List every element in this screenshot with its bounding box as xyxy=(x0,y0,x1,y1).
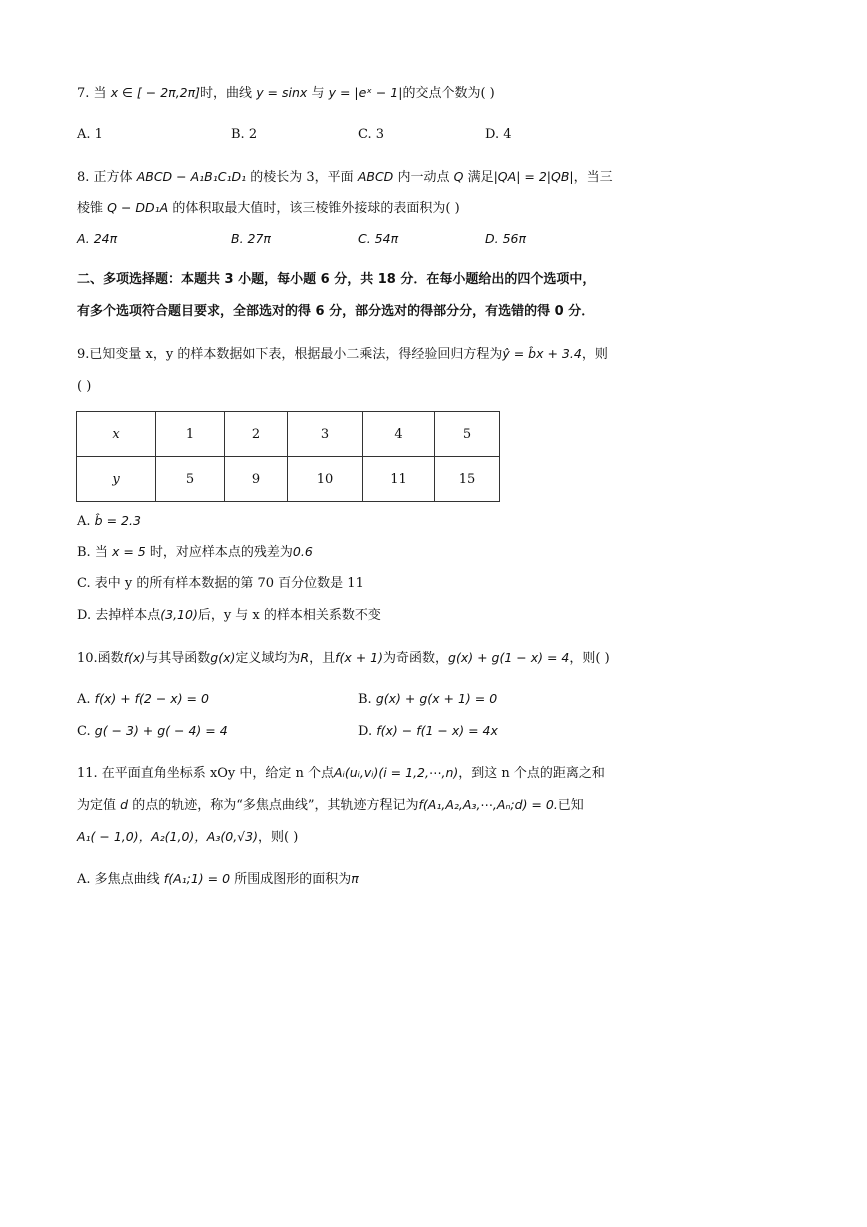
q7-domain: x ∈ [ − 2π,2π] xyxy=(110,85,201,100)
q11-math: d xyxy=(120,797,129,812)
q8-option-c: C. 54π xyxy=(358,231,399,246)
table-cell: 5 xyxy=(156,457,225,502)
q8-point: Q xyxy=(453,169,464,184)
q10-option-label: C. xyxy=(77,724,91,739)
q7-stem-text: 时，曲线 xyxy=(200,86,253,101)
q10-option-label: A. xyxy=(77,692,91,707)
q10-math: f(x) xyxy=(123,650,146,665)
q9-text: 9.已知变量 x，y 的样本数据如下表，根据最小二乘法，得经验回归方程为 xyxy=(77,347,503,362)
q8-condition: |QA| = 2|QB| xyxy=(493,169,574,184)
q11-text: 为定值 xyxy=(77,798,117,813)
q11-option-text: 所围成图形的面积为 xyxy=(234,872,352,887)
q8-text: 的体积取最大值时，该三棱锥外接球的表面积为( ) xyxy=(172,201,460,216)
q7-stem-text: 的交点个数为( ) xyxy=(402,86,495,101)
q11-text: ，则( ) xyxy=(257,830,299,845)
q10-math: g(x) + g(1 − x) = 4 xyxy=(448,650,570,665)
section2-heading-line2: 有多个选项符合题目要求，全部选对的得 6 分，部分选对的得部分分，有选错的得 0 分． xyxy=(77,304,595,319)
q8-text: 8. 正方体 xyxy=(77,170,133,185)
q8-text: ，当三 xyxy=(573,170,613,185)
table-cell: 10 xyxy=(288,457,363,502)
q9-option-text: 后，y 与 x 的样本相关系数不变 xyxy=(197,608,381,623)
q10-stem xyxy=(77,649,610,668)
q8-option-a: A. 24π xyxy=(77,231,118,246)
q9-option-math: x = 5 xyxy=(111,544,146,559)
q7-option-d: D. 4 xyxy=(485,127,512,142)
q9-option-label: A. xyxy=(77,514,95,529)
section2-heading-line1: 二、多项选择题：本题共 3 小题，每小题 6 分，共 18 分．在每小题给出的四个选项中， xyxy=(77,272,596,287)
q7-curve1: y = sinx xyxy=(256,85,308,100)
q7-option-a: A. 1 xyxy=(77,127,103,142)
table-cell: 15 xyxy=(435,457,500,502)
q9-option-math: b̂ = 2.3 xyxy=(94,513,141,528)
q9-option-b xyxy=(77,543,313,562)
q11-option-math: π xyxy=(351,871,359,886)
q9-text: ，则 xyxy=(581,347,608,362)
q7-option-c: C. 3 xyxy=(358,127,385,142)
q11-stem-line1 xyxy=(77,764,605,783)
q7-curve2: y = |eˣ − 1| xyxy=(328,85,403,100)
q9-option-d xyxy=(77,606,381,625)
q10-option-c xyxy=(77,722,228,741)
q11-stem-line2 xyxy=(77,796,584,815)
q9-data-table xyxy=(76,411,500,502)
q10-text: 与其导函数 xyxy=(145,651,211,666)
table-row xyxy=(77,457,500,502)
q10-math: R xyxy=(300,650,310,665)
q7-stem xyxy=(77,84,495,103)
q8-plane: ABCD xyxy=(357,169,394,184)
table-cell: y xyxy=(77,457,156,502)
q10-option-a xyxy=(77,690,209,709)
q8-option-b: B. 27π xyxy=(231,231,271,246)
q11-stem-line3 xyxy=(77,828,298,847)
q10-option-math: g( − 3) + g( − 4) = 4 xyxy=(94,723,228,738)
q8-text: 内一动点 xyxy=(397,170,450,185)
q10-text: 为奇函数， xyxy=(383,651,449,666)
q9-stem-line2: ( ) xyxy=(77,379,92,394)
q9-option-math: (3,10) xyxy=(160,607,198,622)
q7-stem-text: 与 xyxy=(311,86,325,101)
q10-text: ，且 xyxy=(309,651,336,666)
q8-stem-line1 xyxy=(77,168,613,187)
q9-option-text: B. 当 xyxy=(77,545,108,560)
table-cell: x xyxy=(77,412,156,457)
q8-text: 棱锥 xyxy=(77,201,104,216)
q8-stem-line2 xyxy=(77,199,460,218)
q11-option-a xyxy=(77,870,359,889)
q10-option-label: B. xyxy=(358,692,372,707)
q10-text: ，则( ) xyxy=(569,651,610,666)
table-cell: 4 xyxy=(363,412,435,457)
q10-text: 10.函数 xyxy=(77,651,124,666)
q10-option-b xyxy=(358,690,497,709)
q8-text: 的棱长为 3，平面 xyxy=(250,170,354,185)
q8-pyramid: Q − DD₁A xyxy=(107,200,169,215)
q11-option-math: f(A₁;1) = 0 xyxy=(163,871,231,886)
q11-text: 的点的轨迹，称为“多焦点曲线”，其轨迹方程记为 xyxy=(132,798,419,813)
q11-math: f(A₁,A₂,A₃,⋯,Aₙ;d) = 0. xyxy=(418,797,558,812)
q7-stem-text: 7. 当 xyxy=(77,86,107,101)
q9-option-a xyxy=(77,512,141,531)
q9-option-math: 0.6 xyxy=(292,544,313,559)
q11-text: 已知 xyxy=(557,798,584,813)
q11-text: 11. 在平面直角坐标系 xOy 中，给定 n 个点 xyxy=(77,766,335,781)
q8-option-d: D. 56π xyxy=(485,231,527,246)
q10-option-math: g(x) + g(x + 1) = 0 xyxy=(375,691,498,706)
q10-math: f(x + 1) xyxy=(335,650,384,665)
q11-option-text: A. 多焦点曲线 xyxy=(77,872,160,887)
q7-option-b: B. 2 xyxy=(231,127,258,142)
q9-option-text: D. 去掉样本点 xyxy=(77,608,161,623)
q8-cube: ABCD − A₁B₁C₁D₁ xyxy=(136,169,247,184)
q8-text: 满足 xyxy=(467,170,494,185)
q10-text: 定义域均为 xyxy=(235,651,301,666)
q10-option-label: D. xyxy=(358,724,373,739)
table-cell: 5 xyxy=(435,412,500,457)
q9-regression: ŷ = b̂x + 3.4 xyxy=(502,346,582,361)
table-cell: 11 xyxy=(363,457,435,502)
q11-math: Aᵢ(uᵢ,vᵢ)(i = 1,2,⋯,n) xyxy=(334,765,459,780)
q11-math: A₁( − 1,0)，A₂(1,0)，A₃(0,√3) xyxy=(77,829,258,844)
table-cell: 2 xyxy=(225,412,288,457)
q9-option-text: 时，对应样本点的残差为 xyxy=(149,545,293,560)
q10-option-math: f(x) + f(2 − x) = 0 xyxy=(94,691,209,706)
q10-math: g(x) xyxy=(210,650,236,665)
q11-text: ，到这 n 个点的距离之和 xyxy=(458,766,605,781)
q10-option-math: f(x) − f(1 − x) = 4x xyxy=(376,723,498,738)
q9-option-c: C. 表中 y 的所有样本数据的第 70 百分位数是 11 xyxy=(77,576,364,591)
table-cell: 1 xyxy=(156,412,225,457)
table-cell: 9 xyxy=(225,457,288,502)
table-row xyxy=(77,412,500,457)
q10-option-d xyxy=(358,722,498,741)
table-cell: 3 xyxy=(288,412,363,457)
q9-stem-line1 xyxy=(77,345,608,364)
